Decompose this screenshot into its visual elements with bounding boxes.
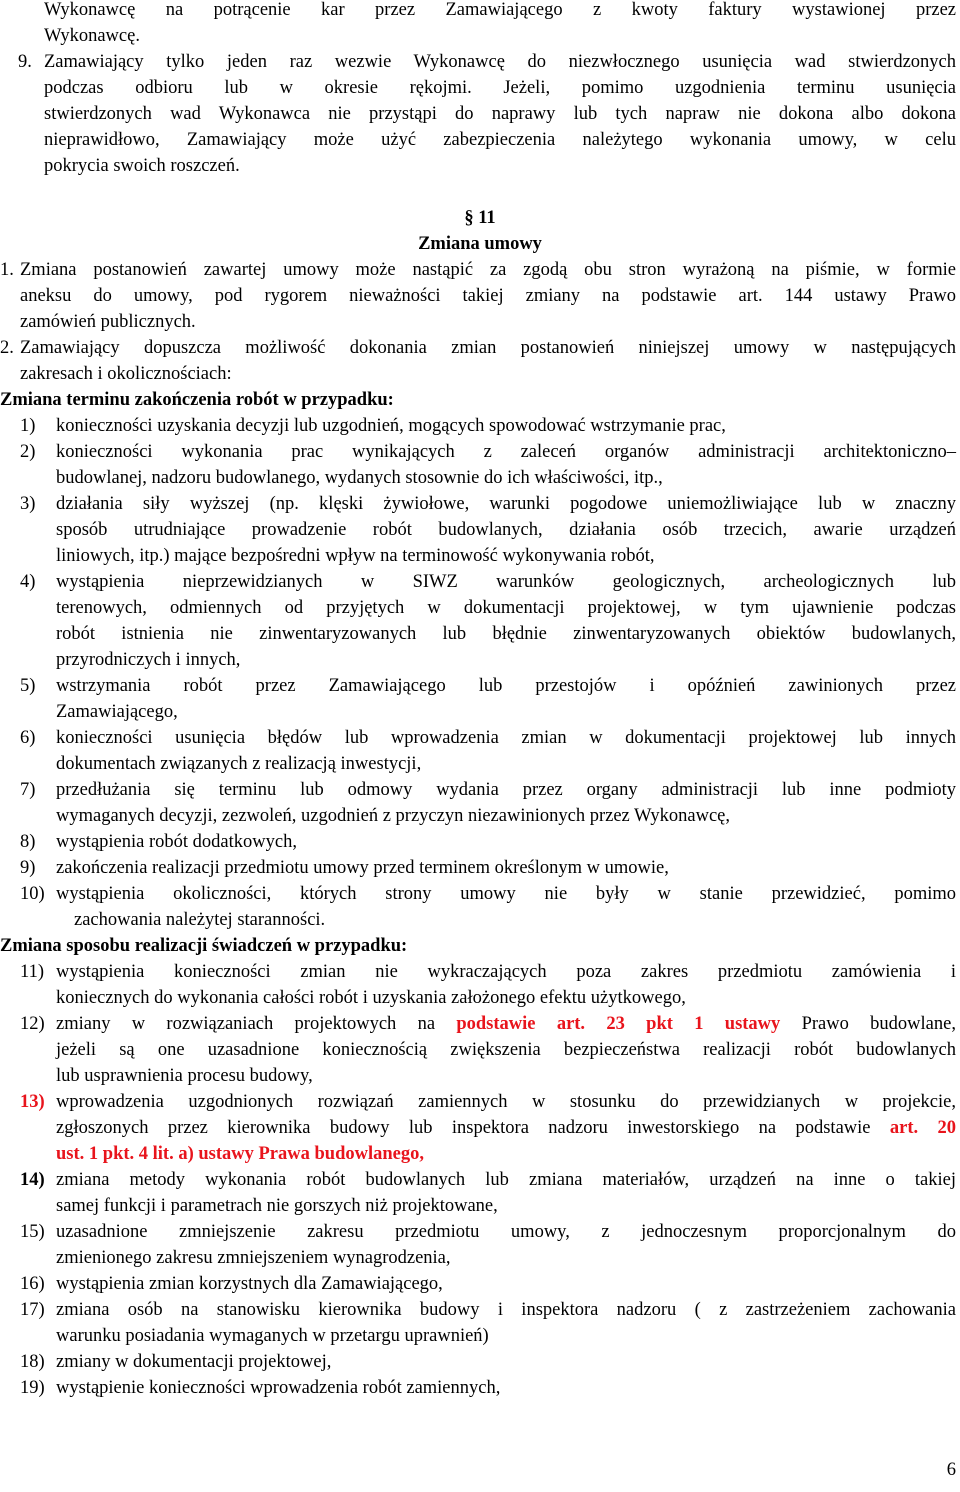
page-number: 6 (946, 1460, 956, 1480)
text-line: zamówień publicznych. (20, 312, 196, 332)
item-number: 16) (20, 1274, 45, 1294)
text-line: budowlanej, nadzoru budowlanego, wydanych stosownie do ich właściwości, itp., (56, 468, 663, 488)
text-line: koniecznych do wykonania całości robót i uzyskania założonego efektu użytkowego, (56, 988, 686, 1008)
text-line: wymaganych decyzji, zezwoleń, uzgodnień z przyczyn niezawinionych przez Wykonawcę, (56, 806, 731, 826)
text-line: zmienionego zakresu zmniejszeniem wynagrodzenia, (56, 1248, 451, 1268)
item-number: 18) (20, 1352, 45, 1372)
text-line: Zamawiającego, (56, 702, 178, 722)
text-line: wystąpienia okoliczności, których strony umowy nie były w stanie przewidzieć, pomimo (56, 884, 956, 904)
text-line: zmiana metody wykonania robót budowlanych lub zmiana materiałów, urządzeń na inne o takiej (56, 1170, 956, 1190)
item-number: 8) (20, 832, 36, 852)
text-line: wystąpienia zmian korzystnych dla Zamawiającego, (56, 1274, 443, 1294)
text-line: zmiany w dokumentacji projektowej, (56, 1352, 332, 1372)
text-span: Prawo budowlane, (780, 1014, 956, 1034)
text-line: wystąpienia nieprzewidzianych w SIWZ warunków geologicznych, archeologicznych lub (56, 572, 956, 592)
text-line: robót istnienia nie zinwentaryzowanych lub błędnie zinwentaryzowanych obiektów budowlanych, (56, 624, 956, 644)
legal-reference: ust. 1 pkt. 4 lit. a) ustawy Prawa budowlanego, (56, 1144, 424, 1164)
item-number: 19) (20, 1378, 45, 1398)
text-line: konieczności wykonania prac wynikających z zaleceń organów administracji architektoniczno– (56, 442, 956, 462)
legal-reference: art. 20 (889, 1118, 956, 1138)
section-number: § 11 (464, 208, 496, 228)
item-number: 11) (20, 962, 44, 982)
text-line: lub usprawnienia procesu budowy, (56, 1066, 313, 1086)
text-line: zmiana osób na stanowisku kierownika budowy i inspektora nadzoru ( z zastrzeżeniem zachowania (56, 1300, 956, 1320)
text-line: warunku posiadania wymaganych w przetargu uprawnień) (56, 1326, 489, 1346)
text-line: wystąpienie konieczności wprowadzenia robót zamiennych, (56, 1378, 501, 1398)
text-line: podczas odbioru lub w okresie rękojmi. Jeżeli, pomimo uzgodnienia terminu usunięcia (44, 78, 956, 98)
text-line: Wykonawcę. (44, 26, 140, 46)
text-line: sposób utrudniające prowadzenie robót budowlanych, działania osób trzecich, awarie urządzeń (56, 520, 956, 540)
item-number: 10) (20, 884, 45, 904)
paragraph-number: 1. (0, 260, 14, 280)
text-line: nieprawidłowo, Zamawiający może użyć zabezpieczenia należytego wykonania umowy, w celu (44, 130, 956, 150)
item-number: 3) (20, 494, 36, 514)
item-number: 13) (20, 1092, 45, 1112)
text-line: zakresach i okolicznościach: (20, 364, 232, 384)
item-number: 14) (20, 1170, 45, 1190)
text-line: działania siły wyższej (np. klęski żywiołowe, warunki pogodowe uniemożliwiające lub w znaczny (56, 494, 956, 514)
item-number: 9. (18, 52, 32, 72)
text-line: przedłużania się terminu lub odmowy wydania przez organy administracji lub inne podmioty (56, 780, 956, 800)
section-title: Zmiana umowy (418, 234, 542, 254)
text-line (56, 1115, 956, 1141)
text-line: wystąpienia robót dodatkowych, (56, 832, 297, 852)
item-number: 7) (20, 780, 36, 800)
text-line: przyrodniczych i innych, (56, 650, 241, 670)
text-span: zmiany w rozwiązaniach projektowych na (56, 1014, 457, 1034)
text-line: stwierdzonych wad Wykonawca nie przystąpi do naprawy lub tych napraw nie dokona albo dokona (44, 104, 956, 124)
item-number: 6) (20, 728, 36, 748)
item-number: 1) (20, 416, 36, 436)
paragraph-number: 2. (0, 338, 14, 358)
text-line: uzasadnione zmniejszenie zakresu przedmiotu umowy, z jednoczesnym proporcjonalnym do (56, 1222, 956, 1242)
item-number: 5) (20, 676, 36, 696)
text-line: liniowych, itp.) mające bezpośredni wpływ na terminowość wykonywania robót, (56, 546, 655, 566)
text-line: konieczności usunięcia błędów lub wprowadzenia zmian w dokumentacji projektowej lub innych (56, 728, 956, 748)
text-line: wystąpienia konieczności zmian nie wykraczających poza zakres przedmiotu zamówienia i (56, 962, 956, 982)
item-number: 9) (20, 858, 36, 878)
text-line: wstrzymania robót przez Zamawiającego lub przestojów i opóźnień zawinionych przez (56, 676, 956, 696)
subheading: Zmiana terminu zakończenia robót w przypadku: (0, 390, 394, 410)
item-number: 12) (20, 1014, 45, 1034)
text-line: Zamawiający tylko jeden raz wezwie Wykonawcę do niezwłocznego usunięcia wad stwierdzonych (44, 52, 956, 72)
text-line: Zmiana postanowień zawartej umowy może nastąpić za zgodą obu stron wyrażoną na piśmie, w formie (20, 260, 956, 280)
text-line: zachowania należytej staranności. (74, 910, 326, 930)
text-line (56, 1011, 956, 1037)
text-line: terenowych, odmiennych od przyjętych w dokumentacji projektowej, w tym ujawnienie podczas (56, 598, 956, 618)
item-number: 4) (20, 572, 36, 592)
subheading: Zmiana sposobu realizacji świadczeń w przypadku: (0, 936, 408, 956)
text-line: dokumentach związanych z realizacją inwestycji, (56, 754, 422, 774)
text-line: jeżeli są one uzasadnione koniecznością zwiększenia bezpieczeństwa realizacji robót budowlanych (56, 1040, 956, 1060)
text-line: konieczności uzyskania decyzji lub uzgodnień, mogących spowodować wstrzymanie prac, (56, 416, 726, 436)
text-line: wprowadzenia uzgodnionych rozwiązań zamiennych w stosunku do przewidzianych w projekcie, (56, 1092, 956, 1112)
item-number: 17) (20, 1300, 45, 1320)
legal-reference: podstawie art. 23 pkt 1 ustawy (456, 1014, 781, 1034)
text-line: aneksu do umowy, pod rygorem nieważności takiej zmiany na podstawie art. 144 ustawy Prawo (20, 286, 956, 306)
item-number: 2) (20, 442, 36, 462)
text-line: Zamawiający dopuszcza możliwość dokonania zmian postanowień niniejszej umowy w następujących (20, 338, 956, 358)
text-line: zakończenia realizacji przedmiotu umowy przed terminem określonym w umowie, (56, 858, 669, 878)
item-number: 15) (20, 1222, 45, 1242)
text-line: pokrycia swoich roszczeń. (44, 156, 240, 176)
text-span: zgłoszonych przez kierownika budowy lub inspektora nadzoru inwestorskiego na podstawie (56, 1118, 890, 1138)
text-line: samej funkcji i parametrach nie gorszych niż projektowane, (56, 1196, 498, 1216)
text-line: Wykonawcę na potrącenie kar przez Zamawiającego z kwoty faktury wystawionej przez (44, 0, 956, 20)
